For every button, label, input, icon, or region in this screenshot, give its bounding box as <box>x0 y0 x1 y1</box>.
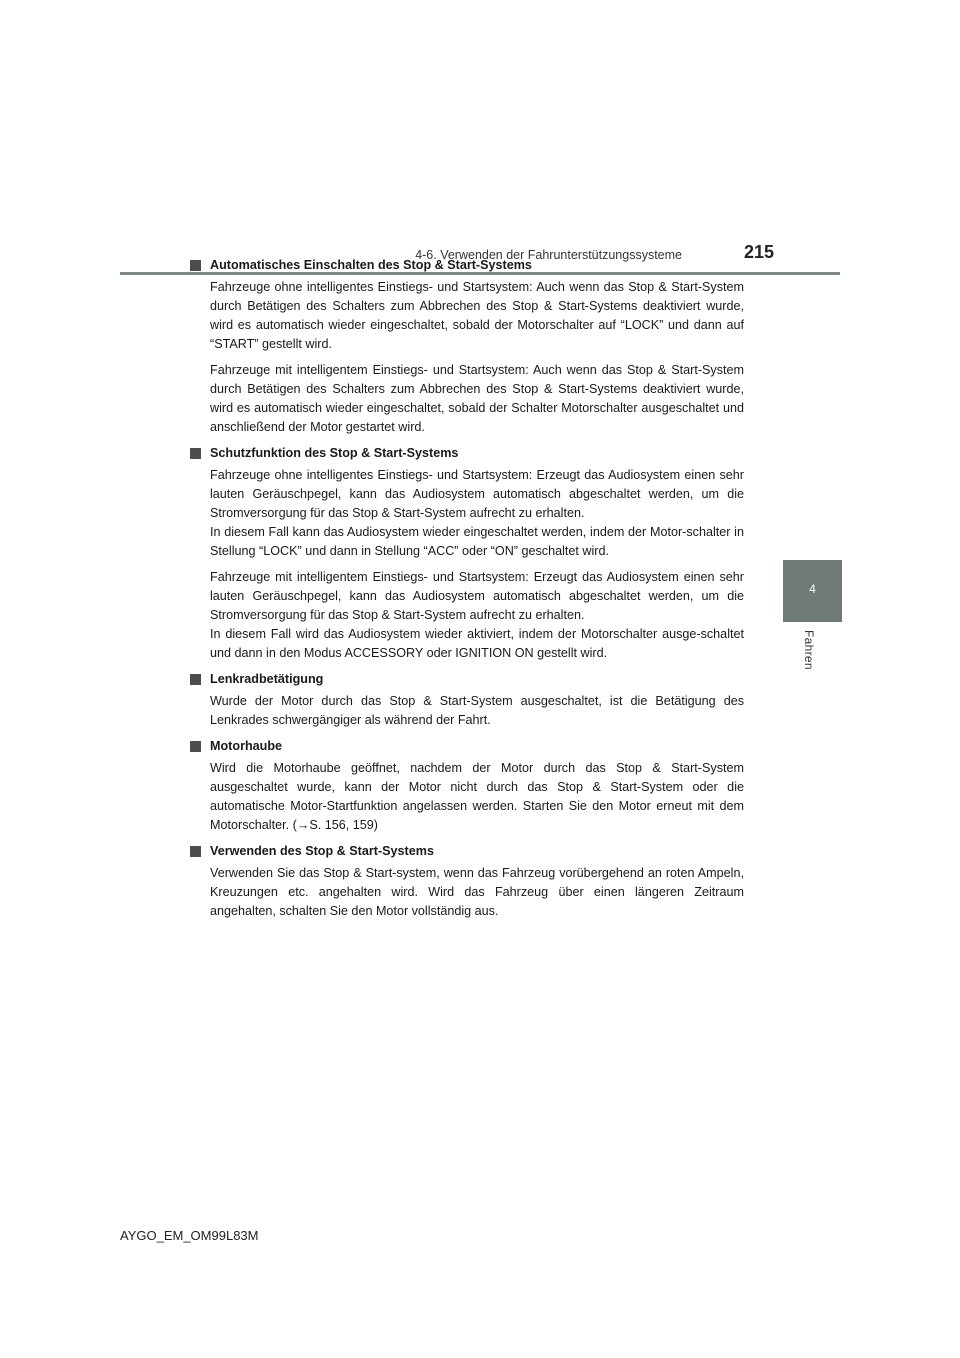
section-steering <box>210 670 744 730</box>
document-code: AYGO_EM_OM99L83M <box>120 1228 259 1243</box>
paragraph: In diesem Fall kann das Audiosystem wieder eingeschaltet werden, indem der Motor-schalter in Stellung “LOCK” und dann in Stellung “ACC” oder “ON” geschaltet wird. <box>210 525 744 558</box>
paragraph: Wurde der Motor durch das Stop & Start-System ausgeschaltet, ist die Betätigung des Lenkrades schwergängiger als während der Fahrt. <box>210 694 744 727</box>
paragraph: Fahrzeuge ohne intelligentes Einstiegs- und Startsystem: Erzeugt das Audiosystem einen sehr lauten Geräuschpegel, kann das Audiosystem automatisch abgeschaltet werden, um die Stromversorgung für das Stop & Start-System aufrecht zu erhalten. <box>210 468 744 520</box>
square-bullet-icon <box>190 741 201 752</box>
section-hood <box>210 737 744 835</box>
page-number: 215 <box>743 242 774 262</box>
section-heading <box>190 256 744 275</box>
section-usage <box>210 842 744 921</box>
section-heading-text: Schutzfunktion des Stop & Start-Systems <box>210 446 459 460</box>
section-heading <box>190 842 744 861</box>
paragraph: Wird die Motorhaube geöffnet, nachdem der Motor durch das Stop & Start-System ausgeschaltet wurde, kann der Motor nicht durch das Stop & Start-System oder die automatische Motor-Startfunktion angelassen werden. Starten Sie den Motor erneut mit dem Motorschalter. (→S. 156, 159) <box>210 761 744 832</box>
paragraph: Fahrzeuge mit intelligentem Einstiegs- und Startsystem: Auch wenn das Stop & Start-System durch Betätigen des Schalters zum Abbrechen des Stop & Start-Systems deaktiviert wurde, wird es automatisch wieder eingeschaltet, sobald der Schalter Motorschalter ausgeschaltet und anschließend der Motor gestartet wird. <box>210 363 744 434</box>
chapter-number: 4 <box>809 582 816 596</box>
section-heading <box>190 737 744 756</box>
paragraph: Verwenden Sie das Stop & Start-system, wenn das Fahrzeug vorübergehend an roten Ampeln, Kreuzungen etc. angehalten wird. Wird das Fahrzeug über einen längeren Zeitraum angehalten, schalten Sie den Motor vollständig aus. <box>210 866 744 918</box>
section-heading-text: Verwenden des Stop & Start-Systems <box>210 844 434 858</box>
paragraph: Fahrzeuge ohne intelligentes Einstiegs- und Startsystem: Auch wenn das Stop & Start-System durch Betätigen des Schalters zum Abbrechen des Stop & Start-Systems deaktiviert wurde, wird es automatisch wieder eingeschaltet, sobald der Motorschalter auf “LOCK” und dann auf “START” gestellt wird. <box>210 280 744 351</box>
section-heading <box>190 670 744 689</box>
square-bullet-icon <box>190 260 201 271</box>
running-header: 4-6. Verwenden der Fahrunterstützungssysteme <box>415 248 682 262</box>
paragraph: In diesem Fall wird das Audiosystem wieder aktiviert, indem der Motorschalter ausge-schaltet und dann in den Modus ACCESSORY oder IGNITION ON gestellt wird. <box>210 627 744 660</box>
section-heading-text: Automatisches Einschalten des Stop & Start-Systems <box>210 258 532 272</box>
paragraph: Fahrzeuge mit intelligentem Einstiegs- und Startsystem: Erzeugt das Audiosystem einen sehr lauten Geräuschpegel, kann das Audiosystem automatisch abgeschaltet werden, um die Stromversorgung für das Stop & Start-System aufrecht zu erhalten. <box>210 570 744 622</box>
square-bullet-icon <box>190 846 201 857</box>
main-content <box>210 256 744 928</box>
section-heading-text: Lenkradbetätigung <box>210 672 324 686</box>
square-bullet-icon <box>190 674 201 685</box>
chapter-label-text: Fahren <box>802 630 816 670</box>
chapter-tab <box>783 560 842 622</box>
section-protection-function <box>210 444 744 663</box>
square-bullet-icon <box>190 448 201 459</box>
section-automatic-restart <box>210 256 744 437</box>
section-heading <box>190 444 744 463</box>
chapter-label <box>790 630 830 690</box>
section-heading-text: Motorhaube <box>210 739 283 753</box>
